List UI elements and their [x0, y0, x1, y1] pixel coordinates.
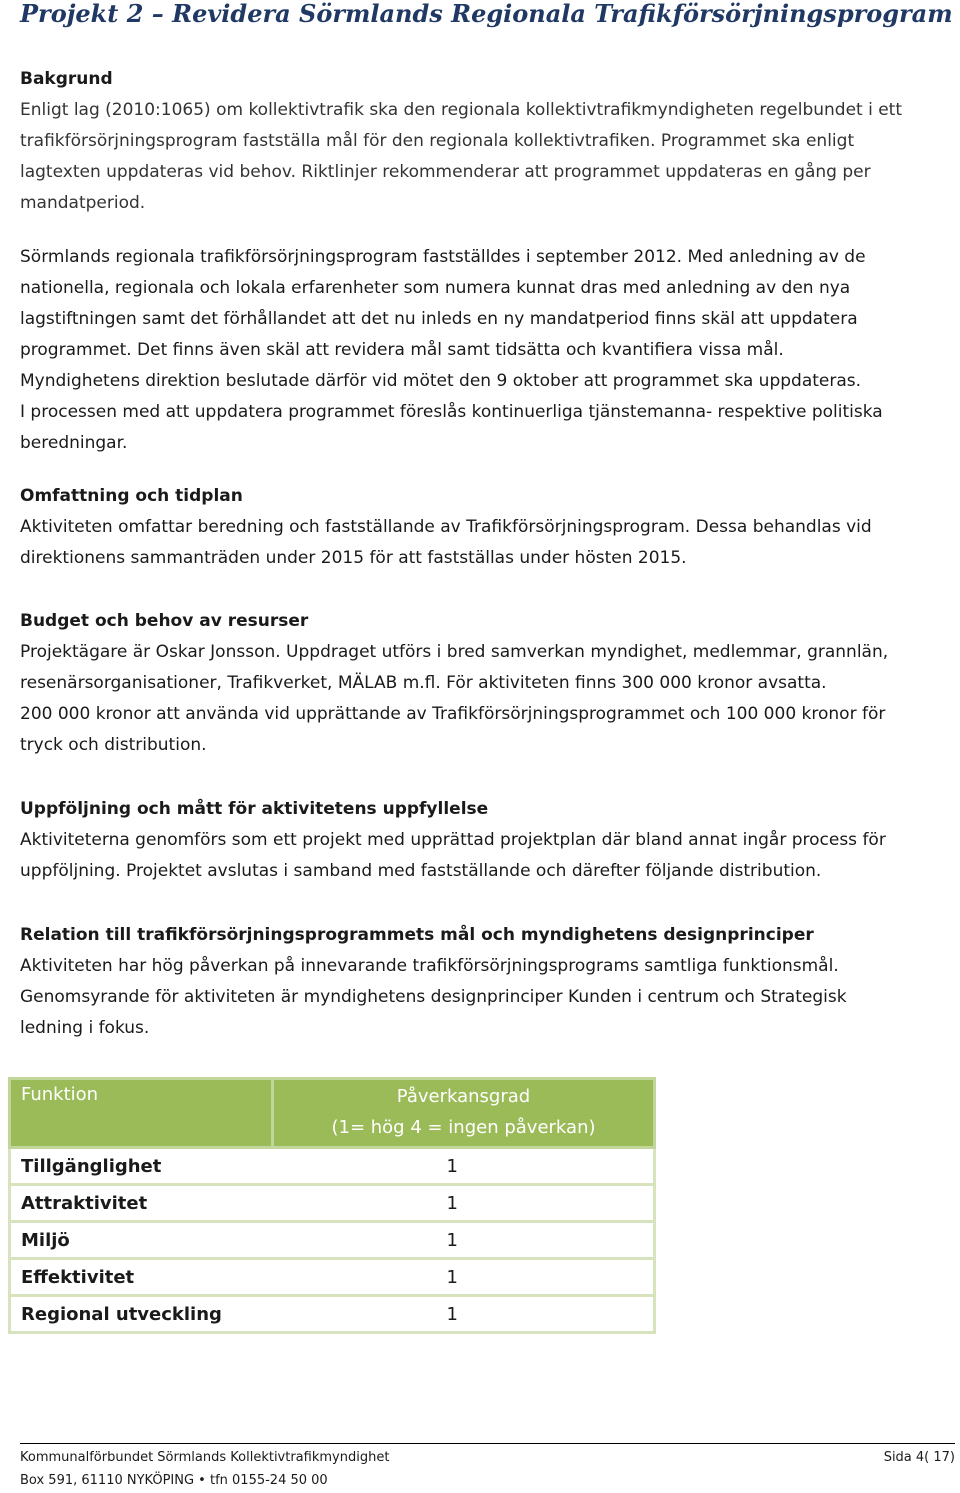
text-line: tryck och distribution.: [20, 735, 207, 755]
text-line: I processen med att uppdatera programmet föreslås kontinuerliga tjänstemanna- respektive politiska: [20, 402, 883, 422]
row-label: Miljö: [10, 1222, 273, 1259]
section-uppfoljning: [20, 794, 955, 887]
row-value: 1: [273, 1148, 655, 1185]
text-line: Aktiviteten har hög påverkan på innevarande trafikförsörjningsprograms samtliga funktionsmål.: [20, 956, 839, 976]
text-line: Enligt lag (2010:1065) om kollektivtrafik ska den regionala kollektivtrafikmyndigheten regelbundet i ett: [20, 100, 903, 120]
section-bakgrund: [20, 64, 955, 219]
row-value: 1: [273, 1259, 655, 1296]
row-label: Tillgänglighet: [10, 1148, 273, 1185]
text-line: mandatperiod.: [20, 193, 146, 213]
column-header-line: (1= hög 4 = ingen påverkan): [331, 1117, 596, 1138]
paragraph-bakgrund-1: [20, 95, 955, 219]
section-omfattning: [20, 481, 955, 574]
row-value: 1: [273, 1185, 655, 1222]
text-line: Myndighetens direktion beslutade därför vid mötet den 9 oktober att programmet ska uppdateras.: [20, 371, 862, 391]
column-header-funktion: Funktion: [10, 1079, 273, 1148]
row-label: Attraktivitet: [10, 1185, 273, 1222]
heading-uppfoljning: Uppföljning och mått för aktivitetens uppfyllelse: [20, 799, 489, 819]
section-relation: [20, 920, 955, 1044]
row-value: 1: [273, 1296, 655, 1333]
section-budget: [20, 606, 955, 761]
footer-address: Box 591, 61110 NYKÖPING • tfn 0155-24 50 00: [20, 1473, 328, 1488]
text-line: 200 000 kronor att använda vid upprättande av Trafikförsörjningsprogrammet och 100 000 kronor för: [20, 704, 886, 724]
heading-budget: Budget och behov av resurser: [20, 611, 309, 631]
text-line: trafikförsörjningsprogram fastställa mål för den regionala kollektivtrafiken. Programmet ska enligt: [20, 131, 855, 151]
text-line: direktionens sammanträden under 2015 för att fastställas under hösten 2015.: [20, 548, 687, 568]
text-line: ledning i fokus.: [20, 1018, 150, 1038]
table-row: [10, 1222, 655, 1259]
footer-page-number: Sida 4( 17): [883, 1450, 955, 1465]
footer-organization: Kommunalförbundet Sörmlands Kollektivtrafikmyndighet: [20, 1450, 390, 1465]
heading-bakgrund: Bakgrund: [20, 69, 113, 89]
heading-relation: Relation till trafikförsörjningsprogrammets mål och myndighetens designprinciper: [20, 925, 814, 945]
row-label: Effektivitet: [10, 1259, 273, 1296]
table-row: [10, 1148, 655, 1185]
text-line: nationella, regionala och lokala erfarenheter som numera kunnat dras med anledning av den nya: [20, 278, 851, 298]
text-line: uppföljning. Projektet avslutas i samband med fastställande och därefter följande distribution.: [20, 861, 822, 881]
table-header-row: [10, 1079, 655, 1148]
text-line: Projektägare är Oskar Jonsson. Uppdraget utförs i bred samverkan myndighet, medlemmar, grannlän,: [20, 642, 889, 662]
row-label: Regional utveckling: [10, 1296, 273, 1333]
footer-divider: [20, 1443, 955, 1444]
text-line: lagstiftningen samt det förhållandet att det nu inleds en ny mandatperiod finns skäl att uppdatera: [20, 309, 858, 329]
text-line: resenärsorganisationer, Trafikverket, MÄLAB m.fl. För aktiviteten finns 300 000 kronor avsatta.: [20, 673, 827, 693]
text-line: lagtexten uppdateras vid behov. Riktlinjer rekommenderar att programmet uppdateras en gång per: [20, 162, 871, 182]
text-line: programmet. Det finns även skäl att revidera mål samt tidsätta och kvantifiera vissa mål.: [20, 340, 784, 360]
text-line: beredningar.: [20, 433, 128, 453]
paragraph-bakgrund-2: [20, 242, 955, 459]
text-line: Aktiviteterna genomförs som ett projekt med upprättad projektplan där bland annat ingår process för: [20, 830, 886, 850]
table-row: [10, 1259, 655, 1296]
table-row: [10, 1185, 655, 1222]
row-value: 1: [273, 1222, 655, 1259]
table-row: [10, 1296, 655, 1333]
heading-omfattning: Omfattning och tidplan: [20, 486, 243, 506]
text-line: Aktiviteten omfattar beredning och fastställande av Trafikförsörjningsprogram. Dessa behandlas vid: [20, 517, 872, 537]
text-line: Sörmlands regionala trafikförsörjningsprogram fastställdes i september 2012. Med anledning av de: [20, 247, 866, 267]
text-line: Genomsyrande för aktiviteten är myndighetens designprinciper Kunden i centrum och Strategisk: [20, 987, 847, 1007]
function-impact-table: [8, 1077, 656, 1334]
column-header-line: Påverkansgrad: [396, 1086, 531, 1107]
column-header-paverkansgrad: [273, 1079, 655, 1148]
page-title: Projekt 2 – Revidera Sörmlands Regionala Trafikförsörjningsprogram: [20, 0, 953, 28]
